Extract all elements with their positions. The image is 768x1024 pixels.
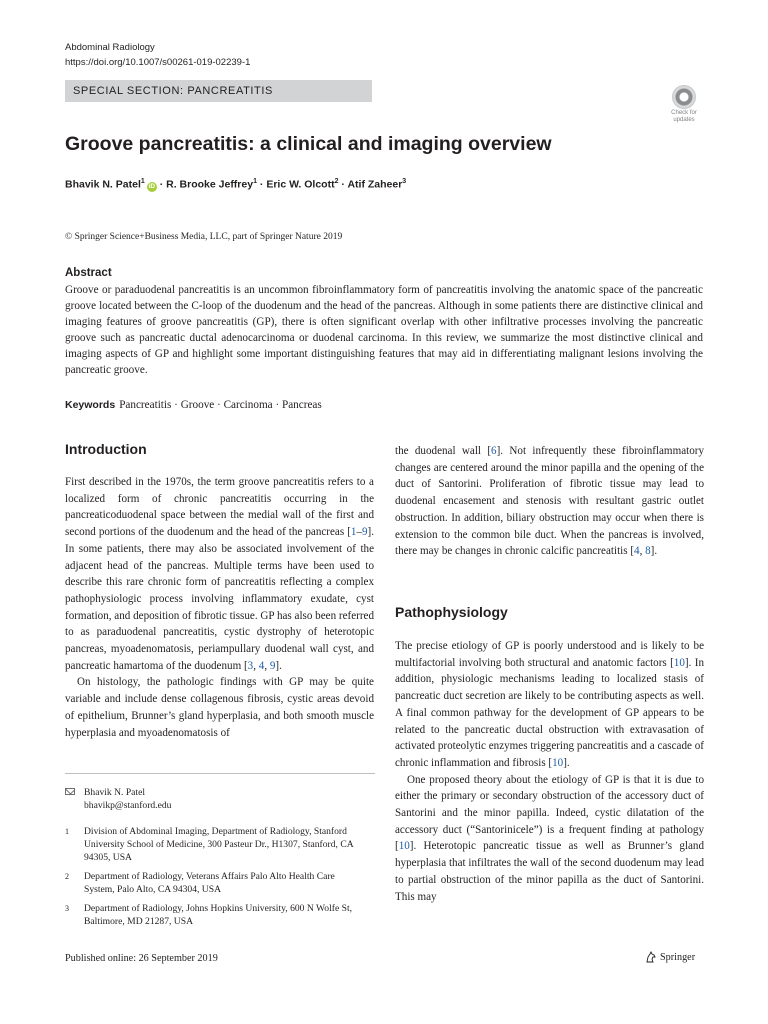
check-updates-line1: Check for <box>671 110 697 116</box>
citation-link[interactable]: 1 <box>350 526 357 539</box>
copyright-notice: © Springer Science+Business Media, LLC, part of Springer Nature 2019 <box>65 232 343 242</box>
footnote-divider <box>65 773 375 774</box>
section-banner: SPECIAL SECTION: PANCREATITIS <box>65 80 372 102</box>
publisher-logo[interactable] <box>645 951 695 963</box>
contact-email[interactable]: bhavikp@stanford.edu <box>84 800 172 811</box>
citation-link[interactable]: 8 <box>645 545 651 558</box>
affiliation-footnote <box>65 902 365 928</box>
journal-header <box>65 40 250 70</box>
author-affiliation: 3 <box>402 178 407 185</box>
affiliation-footnote <box>65 825 365 864</box>
author-affiliation: 2 <box>334 178 339 185</box>
springer-horse-icon <box>645 951 657 963</box>
keywords-label: Keywords <box>65 399 116 411</box>
check-updates-line2: updates <box>673 116 695 123</box>
affiliation-text: Division of Abdominal Imaging, Department of Radiology, Stanford University School of Medicine, 300 Pasteur Dr., H1307, Stanford, CA 94305, USA <box>84 826 354 863</box>
citation-link[interactable]: 10 <box>552 756 564 769</box>
citation-link[interactable]: 6 <box>491 445 497 457</box>
abstract-heading: Abstract <box>65 267 112 279</box>
author-name[interactable]: Atif Zaheer <box>347 178 403 191</box>
mail-icon <box>65 788 75 795</box>
citation-link[interactable]: 9 <box>269 659 276 672</box>
author-separator: · <box>156 178 167 191</box>
affiliation-text: Department of Radiology, Johns Hopkins University, 600 N Wolfe St, Baltimore, MD 21287, USA <box>84 903 353 927</box>
affiliation-number: 1 <box>65 827 69 836</box>
published-date: Published online: 26 September 2019 <box>65 953 218 964</box>
pathophysiology-body <box>395 638 704 905</box>
citation-link[interactable]: 3 <box>247 659 254 672</box>
contact-name: Bhavik N. Patel <box>84 787 146 798</box>
citation-link[interactable]: 4 <box>258 659 265 672</box>
author-name[interactable]: R. Brooke Jeffrey <box>166 178 254 191</box>
author-name[interactable]: Eric W. Olcott <box>266 178 335 191</box>
introduction-continued <box>395 443 704 560</box>
pathophysiology-heading: Pathophysiology <box>395 604 508 620</box>
citation-link[interactable]: 9 <box>361 526 368 539</box>
corresponding-author-footnote <box>65 786 365 812</box>
pathophysiology-paragraph-1: The precise etiology of GP is poorly understood and is likely to be multifactorial involving both structural and anatomic factors [10]. In addition, physiologic mechanisms leading to localized stasis of pancreatic duct secretion are likely to be contributing aspects as well. A final common pathway for the development of GP appears to be related to the pancreatic ductal obstruction with extravasation of activated proteolytic enzymes triggering pancreatitis and a cascade of chronic inflammation and fibrosis [10]. <box>395 640 704 769</box>
citation-link[interactable]: 10 <box>398 840 410 853</box>
affiliation-number: 2 <box>65 872 69 881</box>
author-name[interactable]: Bhavik N. Patel <box>65 178 141 191</box>
author-separator: · <box>338 178 348 191</box>
introduction-heading: Introduction <box>65 441 147 457</box>
keywords-line <box>65 399 322 411</box>
introduction-body <box>65 474 374 741</box>
author-list <box>65 178 406 192</box>
author-affiliation: 1 <box>253 178 257 185</box>
keywords-list: Pancreatitis · Groove · Carcinoma · Pancreas <box>119 399 322 411</box>
author-affiliation: 1 <box>140 178 145 185</box>
affiliation-number: 3 <box>65 904 69 913</box>
article-title: Groove pancreatitis: a clinical and imaging overview <box>65 133 552 155</box>
orcid-icon[interactable]: iD <box>148 182 156 190</box>
doi-link[interactable]: https://doi.org/10.1007/s00261-019-02239-1 <box>65 57 251 68</box>
introduction-paragraph-2-continued: the duodenal wall [6]. Not infrequently these fibroinflammatory changes are centered around the minor papilla and the opening of the duct of Santorini. Proliferation of fibrotic tissue may lead to duodenal encasement and stenosis with resultant gastric outlet obstruction. In addition, biliary obstruction may occur when there is extension to the common bile duct. When the pancreas is involved, there may be changes in chronic calcific pancreatitis [4, 8]. <box>395 445 704 558</box>
introduction-paragraph-1: First described in the 1970s, the term groove pancreatitis refers to a localized form of chronic pancreatitis occurring in the pancreaticoduodenal space between the medial wall of the first and second portions of the duodenum and the head of the pancreas [1–9]. In some patients, there may also be associated involvement of the adjacent head of the pancreas. Multiple terms have been used to describe this rare chronic form of pancreatitis reflecting a complex pathophysiologic process involving inflammatory exudate, cyst formation, and deposition of fibrotic tissue. GP has also been referred to as paraduodenal pancreatitis, cystic dystrophy of heterotopic pancreas, myoadenomatosis, periampullary duodenal wall cyst, and pancreatic hamartoma of the duodenum [3, 4, 9]. <box>65 476 374 672</box>
citation-link[interactable]: 4 <box>634 545 640 558</box>
affiliation-footnote <box>65 870 365 896</box>
check-for-updates-icon <box>672 85 696 109</box>
check-for-updates-badge[interactable] <box>665 85 703 125</box>
journal-name: Abdominal Radiology <box>65 42 155 53</box>
introduction-paragraph-2: On histology, the pathologic findings with GP may be quite variable and include dense collagenous fibrosis, cystic areas devoid of epithelium, Brunner’s gland hyperplasia, and both smooth muscle hyperplasia and myoadenomatosis of <box>65 676 374 739</box>
affiliation-text: Department of Radiology, Veterans Affairs Palo Alto Health Care System, Palo Alto, CA 94304, USA <box>84 871 335 895</box>
abstract-text: Groove or paraduodenal pancreatitis is an uncommon fibroinflammatory form of pancreatitis involving the anatomic space of the pancreatic groove located between the C-loop of the duodenum and the head of the pancreas. Although in some patients there are distinctive clinical and imaging features of groove pancreatitis (GP), there is often significant overlap with other infiltrative processes involving the pancreatic groove such as pancreatic ductal adenocarcinoma or duodenal carcinoma. In this review, we summarize the most distinctive clinical and imaging aspects of GP and highlight some important distinguishing features that may aid in differentiating malignant lesions involving the pancreatic groove. <box>65 284 703 376</box>
publisher-name: Springer <box>660 951 696 963</box>
author-separator: · <box>256 178 267 191</box>
pathophysiology-paragraph-2: One proposed theory about the etiology of GP is that it is due to either the primary or secondary obstruction of the accessory duct of Santorini and the minor papilla. Indeed, cystic dilatation of the accessory duct (“Santorinicele”) is a frequent finding at pathology [10]. Heterotopic pancreatic tissue as well as Brunner’s gland hyperplasia that infiltrates the wall of the second duodenum may lead to partial obstruction of the minor papilla as the duct of Santorini. This may <box>395 773 704 903</box>
citation-link[interactable]: 10 <box>673 656 685 669</box>
